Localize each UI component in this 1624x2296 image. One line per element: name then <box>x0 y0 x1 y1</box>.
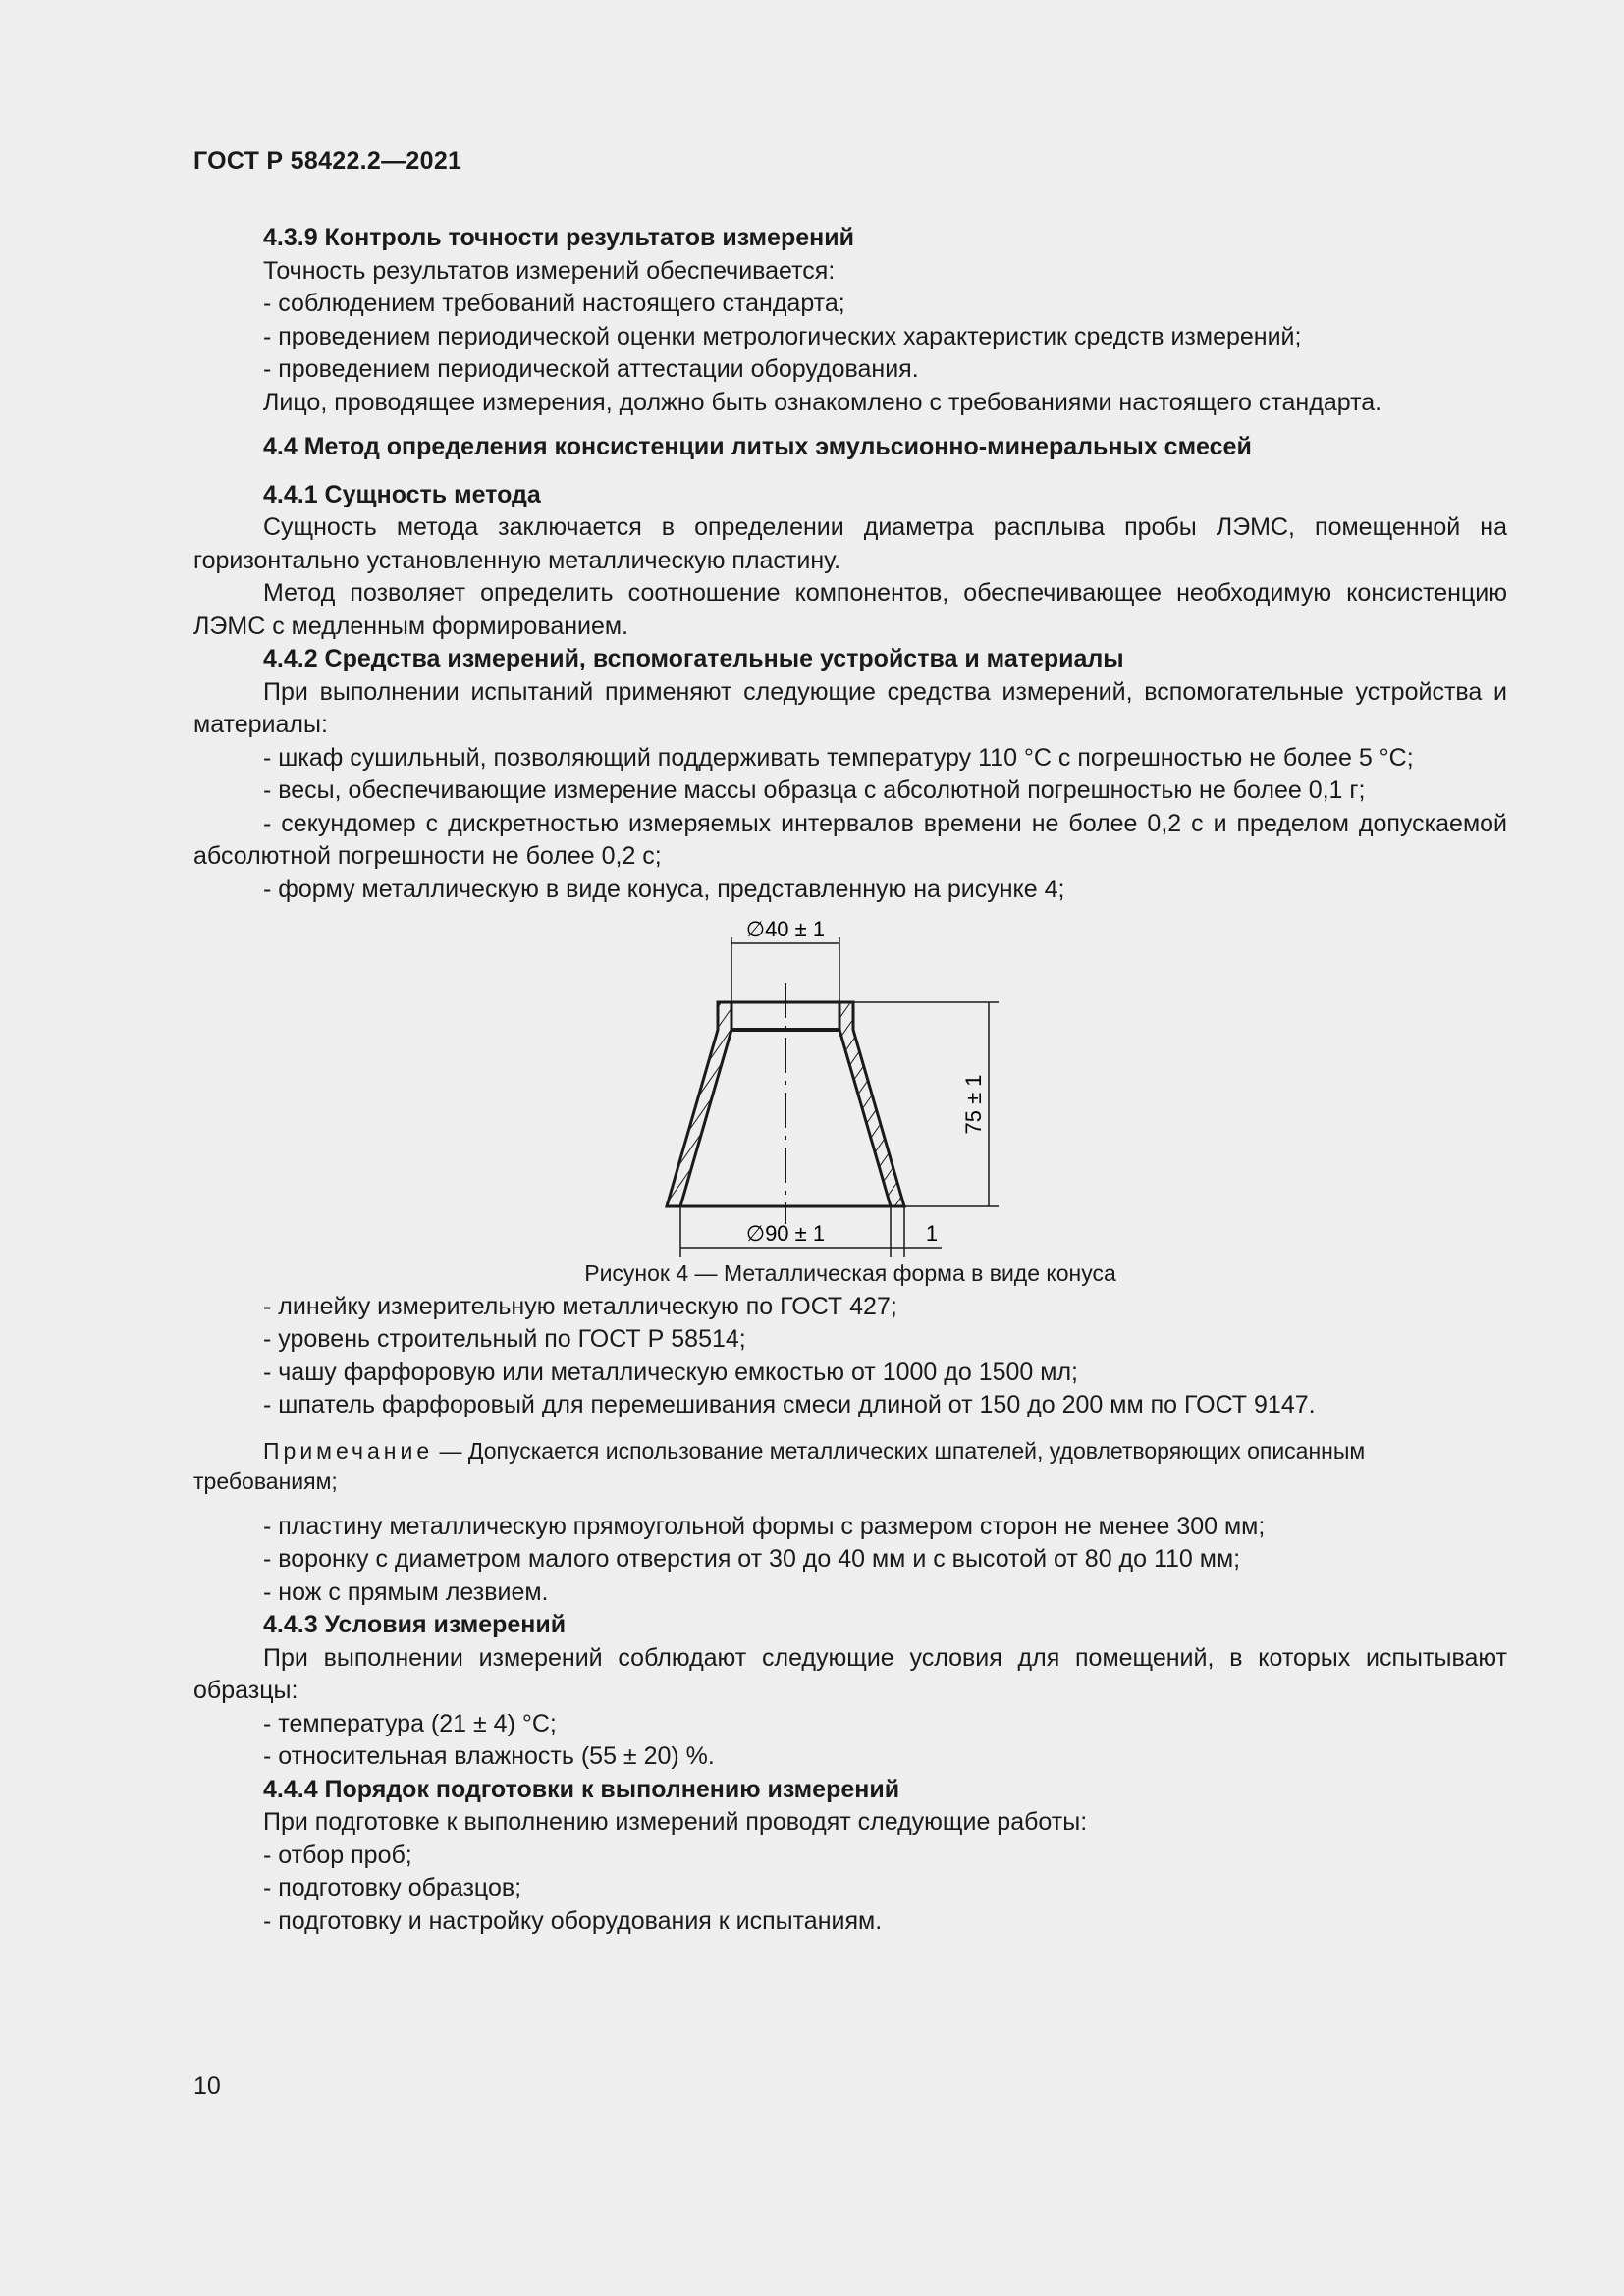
list-item: - подготовку образцов; <box>263 1874 522 1901</box>
list-item: - воронку с диаметром малого отверстия от 30 до 40 мм и с высотой от 80 до 110 мм; <box>263 1545 1241 1573</box>
list-item: - шпатель фарфоровый для перемешивания смеси длиной от 150 до 200 мм по ГОСТ 9147. <box>263 1391 1316 1418</box>
paragraph: Точность результатов измерений обеспечивается: <box>263 256 836 285</box>
list-item: - температура (21 ± 4) °С; <box>263 1709 557 1737</box>
list-item: - относительная влажность (55 ± 20) %. <box>263 1742 715 1770</box>
section-heading-4-4-4: 4.4.4 Порядок подготовки к выполнению измерений <box>263 1775 900 1803</box>
list-item: - чашу фарфоровую или металлическую емкостью от 1000 до 1500 мл; <box>263 1358 1078 1386</box>
list-item: - уровень строительный по ГОСТ Р 58514; <box>263 1325 746 1353</box>
list-item: - пластину металлическую прямоугольной формы с размером сторон не менее 300 мм; <box>263 1512 1266 1540</box>
dim-bottom-label: ∅90 ± 1 <box>745 1221 826 1246</box>
paragraph <box>193 1642 1507 1708</box>
cone-mold-drawing <box>665 918 1038 1257</box>
note <box>193 1436 1507 1497</box>
paragraph <box>193 577 1507 643</box>
note-label: Примечание <box>263 1437 434 1464</box>
section-heading-4-4-2: 4.4.2 Средства измерений, вспомогательные устройства и материалы <box>263 645 1124 672</box>
list-item-text: - шкаф сушильный, позволяющий поддерживать температуру 110 °С с погрешностью не более 5 °С; <box>263 743 1414 772</box>
list-item: - линейку измерительную металлическую по ГОСТ 427; <box>263 1292 897 1320</box>
section-heading-4-3-9: 4.3.9 Контроль точности результатов измерений <box>263 224 854 251</box>
paragraph <box>193 511 1507 577</box>
document-code: ГОСТ Р 58422.2—2021 <box>193 147 462 175</box>
list-item: - нож с прямым лезвием. <box>263 1577 549 1606</box>
paragraph: При подготовке к выполнению измерений проводят следующие работы: <box>263 1808 1088 1836</box>
document-body <box>193 222 1507 1938</box>
section-heading-4-4: 4.4 Метод определения консистенции литых эмульсионно-минеральных смесей <box>263 433 1252 460</box>
dim-top-label: ∅40 ± 1 <box>745 918 826 941</box>
list-item: - отбор проб; <box>263 1841 412 1869</box>
paragraph <box>193 676 1507 742</box>
figure-cone-mold <box>193 918 1507 1257</box>
list-item <box>193 808 1507 874</box>
list-item <box>193 742 1507 775</box>
list-item: - подготовку и настройку оборудования к испытаниям. <box>263 1906 883 1935</box>
figure-caption: Рисунок 4 — Металлическая форма в виде конуса <box>584 1260 1116 1286</box>
paragraph: Лицо, проводящее измерения, должно быть ознакомлено с требованиями настоящего стандарта. <box>263 388 1382 416</box>
list-item: - соблюдением требований настоящего стандарта; <box>263 290 845 317</box>
dim-height-label: 75 ± 1 <box>961 1074 986 1135</box>
note-text: — Допускается использование металлических шпателей, удовлетворяющих описанным требованиям; <box>193 1437 1366 1494</box>
page-number: 10 <box>193 2072 221 2100</box>
cone-wall-right <box>839 1002 904 1206</box>
paragraph-text: При выполнении испытаний применяют следующие средства измерений, вспомогательные устройства и материалы: <box>193 677 1507 738</box>
paragraph-text: При выполнении измерений соблюдают следующие условия для помещений, в которых испытывают образцы: <box>193 1643 1507 1704</box>
list-item: - весы, обеспечивающие измерение массы образца с абсолютной погрешностью не более 0,1 г; <box>263 776 1366 804</box>
paragraph-text: Метод позволяет определить соотношение компонентов, обеспечивающее необходимую консистенцию ЛЭМС с медленным формированием. <box>193 579 1507 640</box>
paragraph-text: Сущность метода заключается в определении диаметра расплыва пробы ЛЭМС, помещенной на горизонтально установленную металлическую пластину. <box>193 513 1507 574</box>
section-heading-4-4-1: 4.4.1 Сущность метода <box>263 480 541 508</box>
list-item: - проведением периодической аттестации оборудования. <box>263 355 919 383</box>
list-item-text: - секундомер с дискретностью измеряемых интервалов времени не более 0,2 с и пределом допускаемой абсолютной погрешности не более 0,2 с; <box>193 809 1507 870</box>
list-item: - проведением периодической оценки метрологических характеристик средств измерений; <box>263 322 1302 350</box>
dim-wall-label: 1 <box>925 1221 939 1246</box>
section-heading-4-4-3: 4.4.3 Условия измерений <box>263 1611 567 1638</box>
list-item: - форму металлическую в виде конуса, представленную на рисунке 4; <box>263 875 1065 903</box>
cone-wall-left <box>667 1002 731 1206</box>
